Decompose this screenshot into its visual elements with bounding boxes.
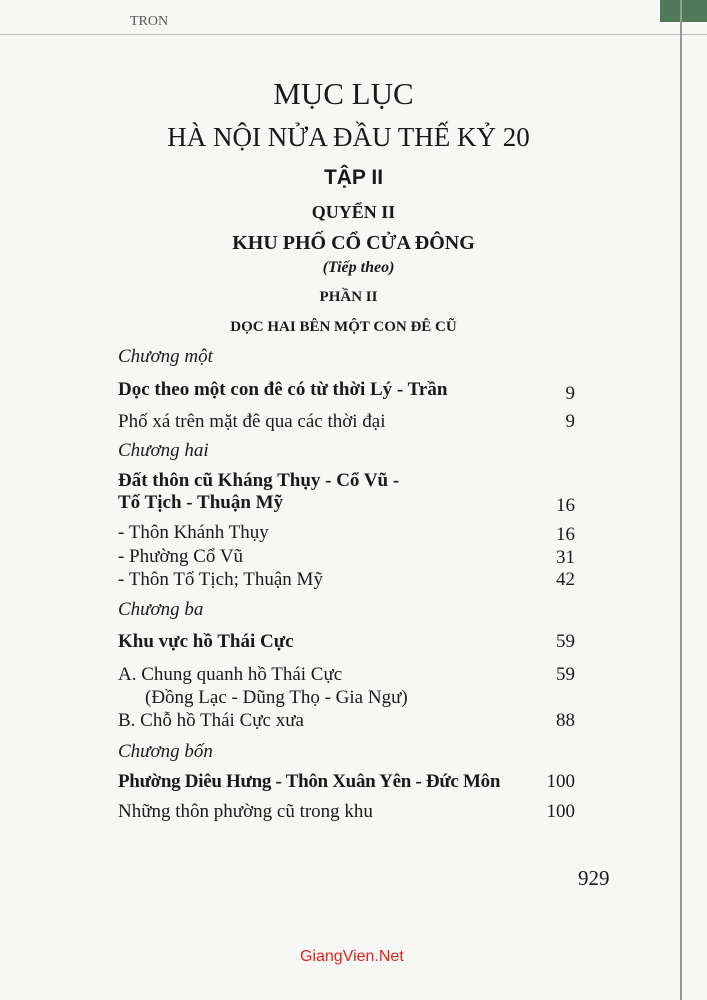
chapter-heading: Chương bốn	[118, 741, 213, 762]
watermark: GiangVien.Net	[300, 948, 404, 965]
continued-note: (Tiếp theo)	[322, 259, 395, 276]
toc-entry: Phường Diêu Hưng - Thôn Xuân Yên - Đức Môn	[118, 771, 501, 792]
part-label: PHẦN II	[319, 289, 378, 305]
toc-entry: Những thôn phường cũ trong khu	[118, 801, 373, 822]
chapter-heading: Chương một	[118, 346, 213, 367]
page-number: 929	[578, 866, 610, 890]
chapter-heading: Chương hai	[118, 440, 209, 461]
page-edge-top	[0, 34, 707, 35]
toc-page: 88	[556, 710, 575, 731]
chapter-heading: Chương ba	[118, 599, 204, 620]
part-title: DỌC HAI BÊN MỘT CON ĐÊ CŨ	[230, 319, 457, 335]
toc-entry: Đất thôn cũ Kháng Thụy - Cổ Vũ -	[118, 470, 400, 491]
section-title: KHU PHỐ CỔ CỬA ĐÔNG	[232, 232, 475, 254]
toc-page: 16	[556, 495, 575, 516]
toc-entry: - Thôn Khánh Thụy	[118, 522, 269, 543]
book-label: QUYỂN II	[311, 202, 396, 222]
toc-page: 59	[556, 631, 575, 652]
toc-entry: Dọc theo một con đê có từ thời Lý - Trần	[118, 379, 448, 400]
running-head: TRON	[130, 14, 169, 29]
toc-entry: Khu vực hồ Thái Cực	[118, 631, 294, 652]
toc-entry: B. Chỗ hồ Thái Cực xưa	[118, 710, 304, 731]
toc-entry: - Thôn Tố Tịch; Thuận Mỹ	[118, 569, 323, 590]
toc-entry: Phố xá trên mặt đê qua các thời đại	[118, 411, 386, 432]
toc-page: 16	[556, 524, 575, 545]
scan-corner	[660, 0, 707, 22]
toc-page: 100	[546, 771, 575, 792]
toc-page: 9	[565, 411, 575, 432]
toc-page: 31	[556, 547, 575, 568]
toc-page: 59	[556, 664, 575, 685]
toc-page: 100	[546, 801, 575, 822]
toc-entry: (Đồng Lạc - Dũng Thọ - Gia Ngư)	[145, 687, 408, 708]
toc-page: 42	[556, 569, 575, 590]
toc-page: 9	[565, 383, 575, 404]
toc-entry: A. Chung quanh hồ Thái Cực	[118, 664, 343, 685]
toc-entry: - Phường Cổ Vũ	[118, 546, 244, 567]
toc-entry: Tố Tịch - Thuận Mỹ	[118, 492, 284, 513]
book-title: HÀ NỘI NỬA ĐẦU THẾ KỶ 20	[167, 122, 530, 152]
page-title: MỤC LỤC	[273, 76, 414, 111]
volume-label: TẬP II	[323, 166, 384, 189]
